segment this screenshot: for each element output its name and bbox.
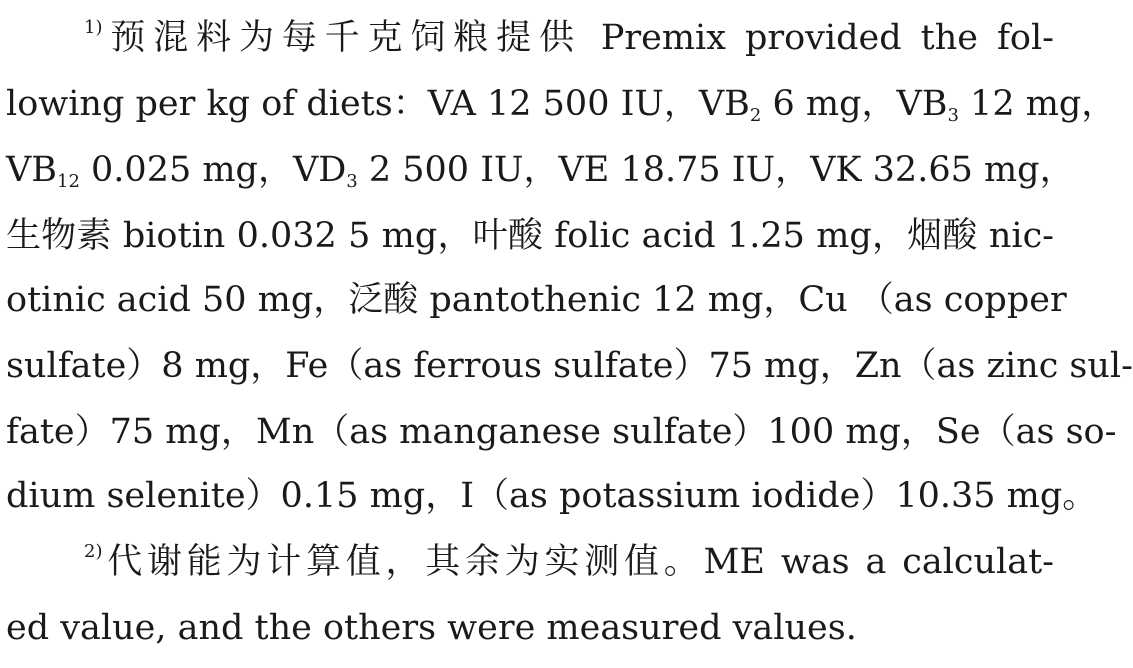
footnote-1-line-8: dium selenite）0.15 mg，I（as potassium iodide）10.35 mg。	[6, 476, 1098, 516]
footnote-2-marker: 2)	[84, 541, 103, 562]
footnote-2-line-2: ed value, and the others were measured values.	[6, 608, 857, 648]
footnote-1-line-5: otinic acid 50 mg，泛酸 pantothenic 12 mg，Cu （as copper	[6, 280, 1067, 320]
footnote-1-line-1: $^{1)}$预混料为每千克饲粮提供 Premix provided the fol-	[84, 17, 1054, 58]
footnote-2-line-1: $^{2)}$代谢能为计算值，其余为实测值。ME was a calculat-	[84, 541, 1054, 582]
footnote-1-line-2: lowing per kg of diets：VA 12 500 IU，$VB_2$ 6 mg，$VB_3$ 12 mg，	[6, 84, 1117, 126]
footnote-1-line-7: fate）75 mg，Mn（as manganese sulfate）100 mg，Se（as so-	[6, 412, 1117, 452]
footnote-1-line-6: sulfate）8 mg，Fe（as ferrous sulfate）75 mg，Zn（as zinc sul-	[6, 346, 1133, 386]
footnote-1-marker: 1)	[84, 17, 103, 38]
footnote-1-line-3: $VB_{12}$ 0.025 mg，$VD_3$ 2 500 IU，VE 18.75 IU，VK 32.65 mg，	[6, 150, 1075, 192]
footnote-1-line-4: 生物素 biotin 0.032 5 mg，叶酸 folic acid 1.25 mg，烟酸 nic-	[6, 216, 1054, 256]
